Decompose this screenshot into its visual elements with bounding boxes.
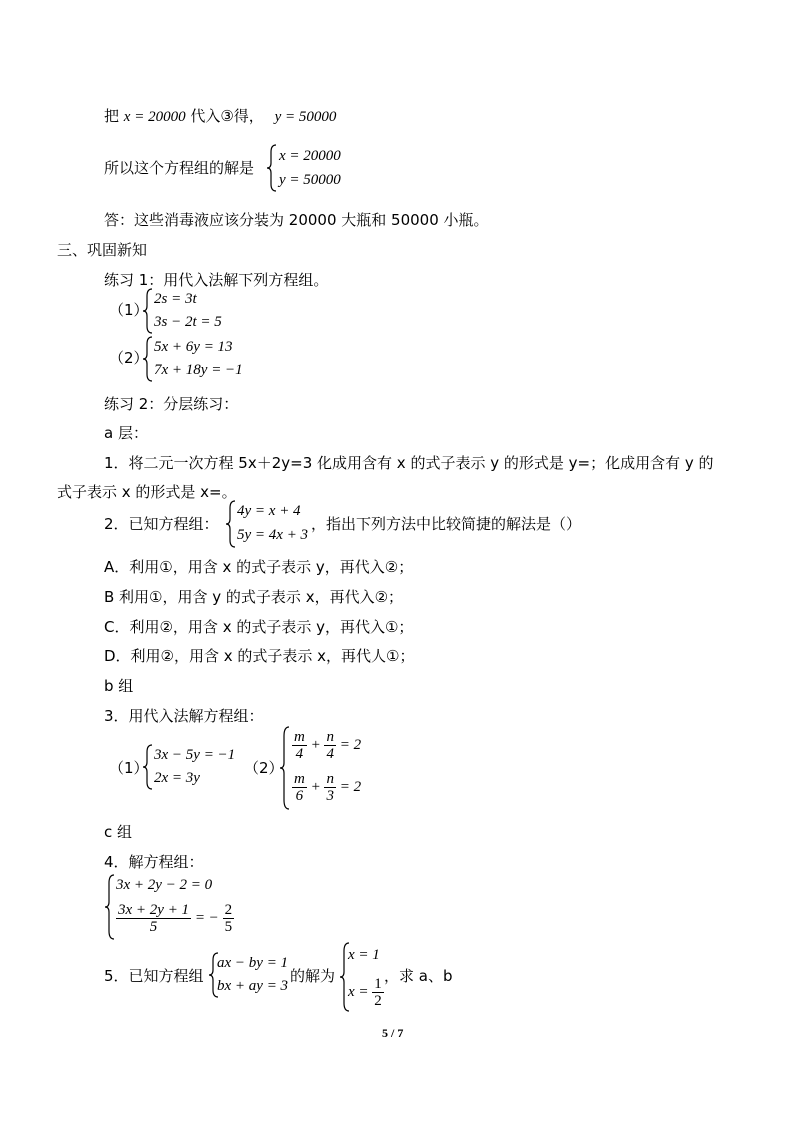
fraction (292, 771, 307, 804)
numerator: m (294, 771, 305, 788)
exercise-1-system-2 (143, 336, 253, 382)
question-2-prefix: 2．已知方程组： (104, 515, 219, 533)
math-y-value: y = 50000 (274, 109, 337, 125)
numerator: 1 (374, 976, 382, 993)
equals-minus: = − (194, 910, 219, 926)
left-brace (143, 744, 153, 790)
layer-b-heading: b 组 (104, 677, 134, 695)
system-row-2: bx + ay = 3 (217, 978, 289, 994)
system-row-1: 5x + 6y = 13 (154, 339, 233, 355)
denominator: 5 (224, 919, 233, 936)
page-number: 5 / 7 (382, 1026, 404, 1040)
math-x-value: x = 20000 (123, 109, 186, 125)
exercise-1-q1-label: （1） (109, 301, 149, 319)
left-brace (105, 874, 115, 940)
exercise-1-title: 练习 1：用代入法解下列方程组。 (104, 271, 329, 289)
fraction (116, 902, 191, 935)
system-row-1: ax − by = 1 (217, 955, 289, 971)
section-heading: 三、巩固新知 (57, 241, 148, 259)
system-row-1: x = 20000 (279, 148, 341, 164)
layer-a-heading: a 层： (104, 424, 148, 442)
left-brace (226, 500, 236, 548)
numerator: n (326, 771, 334, 788)
question-5-middle: 的解为 (290, 967, 336, 985)
plus-sign: + (310, 779, 321, 795)
solution-line (104, 158, 254, 178)
exercise-1-system-1 (143, 288, 243, 334)
layer-c-heading: c 组 (104, 823, 133, 841)
question-4-system (105, 874, 235, 940)
system-row-1: 4y = x + 4 (237, 503, 301, 519)
system-row-1 (292, 728, 361, 762)
denominator: 6 (295, 788, 304, 805)
system-row-1: 3x + 2y − 2 = 0 (116, 877, 213, 893)
denominator: 4 (326, 746, 334, 763)
equals-value: = 2 (339, 737, 362, 753)
text-substitute: 代入③得， (190, 107, 264, 125)
fraction (223, 902, 235, 935)
system-row-1: 2s = 3t (154, 291, 197, 307)
substitution-line (104, 106, 336, 127)
text-ba: 把 (104, 107, 120, 125)
question-3-system-1 (143, 744, 243, 790)
question-3-title: 3．用代入法解方程组： (104, 707, 264, 725)
denominator: 3 (326, 788, 334, 805)
question-3-label-1: （1） (109, 759, 149, 777)
left-brace (267, 144, 277, 192)
fraction (292, 729, 307, 762)
question-2-suffix: ，指出下列方法中比较简捷的解法是（） (311, 515, 582, 533)
system-row-2: 2x = 3y (154, 770, 200, 786)
system-row-2: 7x + 18y = −1 (154, 362, 243, 378)
system-row-2 (292, 770, 361, 804)
system-row-1: x = 1 (348, 947, 380, 963)
fraction (324, 729, 336, 762)
system-row-2: 5y = 4x + 3 (237, 527, 309, 543)
question-4-title: 4．解方程组： (104, 853, 204, 871)
solution-text: 所以这个方程组的解是 (104, 159, 255, 177)
system-row-2 (348, 974, 384, 1010)
system-row-2: y = 50000 (279, 172, 341, 188)
question-5-prefix: 5．已知方程组 (104, 967, 204, 985)
left-brace (143, 288, 153, 334)
question-5-system (209, 952, 299, 998)
denominator: 2 (374, 993, 382, 1010)
system-row-1: 3x − 5y = −1 (154, 747, 236, 763)
numerator: m (294, 729, 305, 746)
option-a: A．利用①，用含 x 的式子表示 y，再代入②； (104, 558, 414, 576)
fraction (372, 976, 384, 1009)
denominator: 5 (149, 919, 158, 936)
question-3-label-2: （2） (244, 759, 284, 777)
exercise-1-q2-label: （2） (109, 349, 149, 367)
option-b: B 利用①，用含 y 的式子表示 x，再代入②； (104, 588, 404, 606)
question-3-system-2 (280, 726, 370, 810)
x-equals: x = (348, 984, 369, 1000)
option-d: D．利用②，用含 x 的式子表示 x，再代人①； (104, 647, 415, 665)
solution-system (267, 144, 357, 192)
numerator: 3x + 2y + 1 (118, 902, 190, 919)
option-c: C．利用②，用含 x 的式子表示 y，再代入①； (104, 618, 414, 636)
system-row-2 (116, 900, 234, 936)
question-1-line-2: 式子表示 x 的形式是 x=。 (57, 483, 237, 501)
plus-sign: + (310, 737, 321, 753)
fraction (324, 771, 336, 804)
left-brace (280, 726, 290, 810)
system-row-2: 3s − 2t = 5 (154, 314, 222, 330)
equals-value: = 2 (339, 779, 362, 795)
numerator: n (326, 729, 334, 746)
question-5-suffix: ，求 a、b (384, 967, 453, 985)
left-brace (143, 336, 153, 382)
answer-line: 答：这些消毒液应该分装为 20000 大瓶和 50000 小瓶。 (104, 211, 489, 229)
numerator: 2 (224, 902, 233, 919)
question-1-line-1: 1．将二元一次方程 5x＋2y=3 化成用含有 x 的式子表示 y 的形式是 y=；化成用含有 y 的 (104, 454, 714, 472)
denominator: 4 (295, 746, 304, 763)
exercise-2-title: 练习 2：分层练习： (104, 395, 239, 413)
